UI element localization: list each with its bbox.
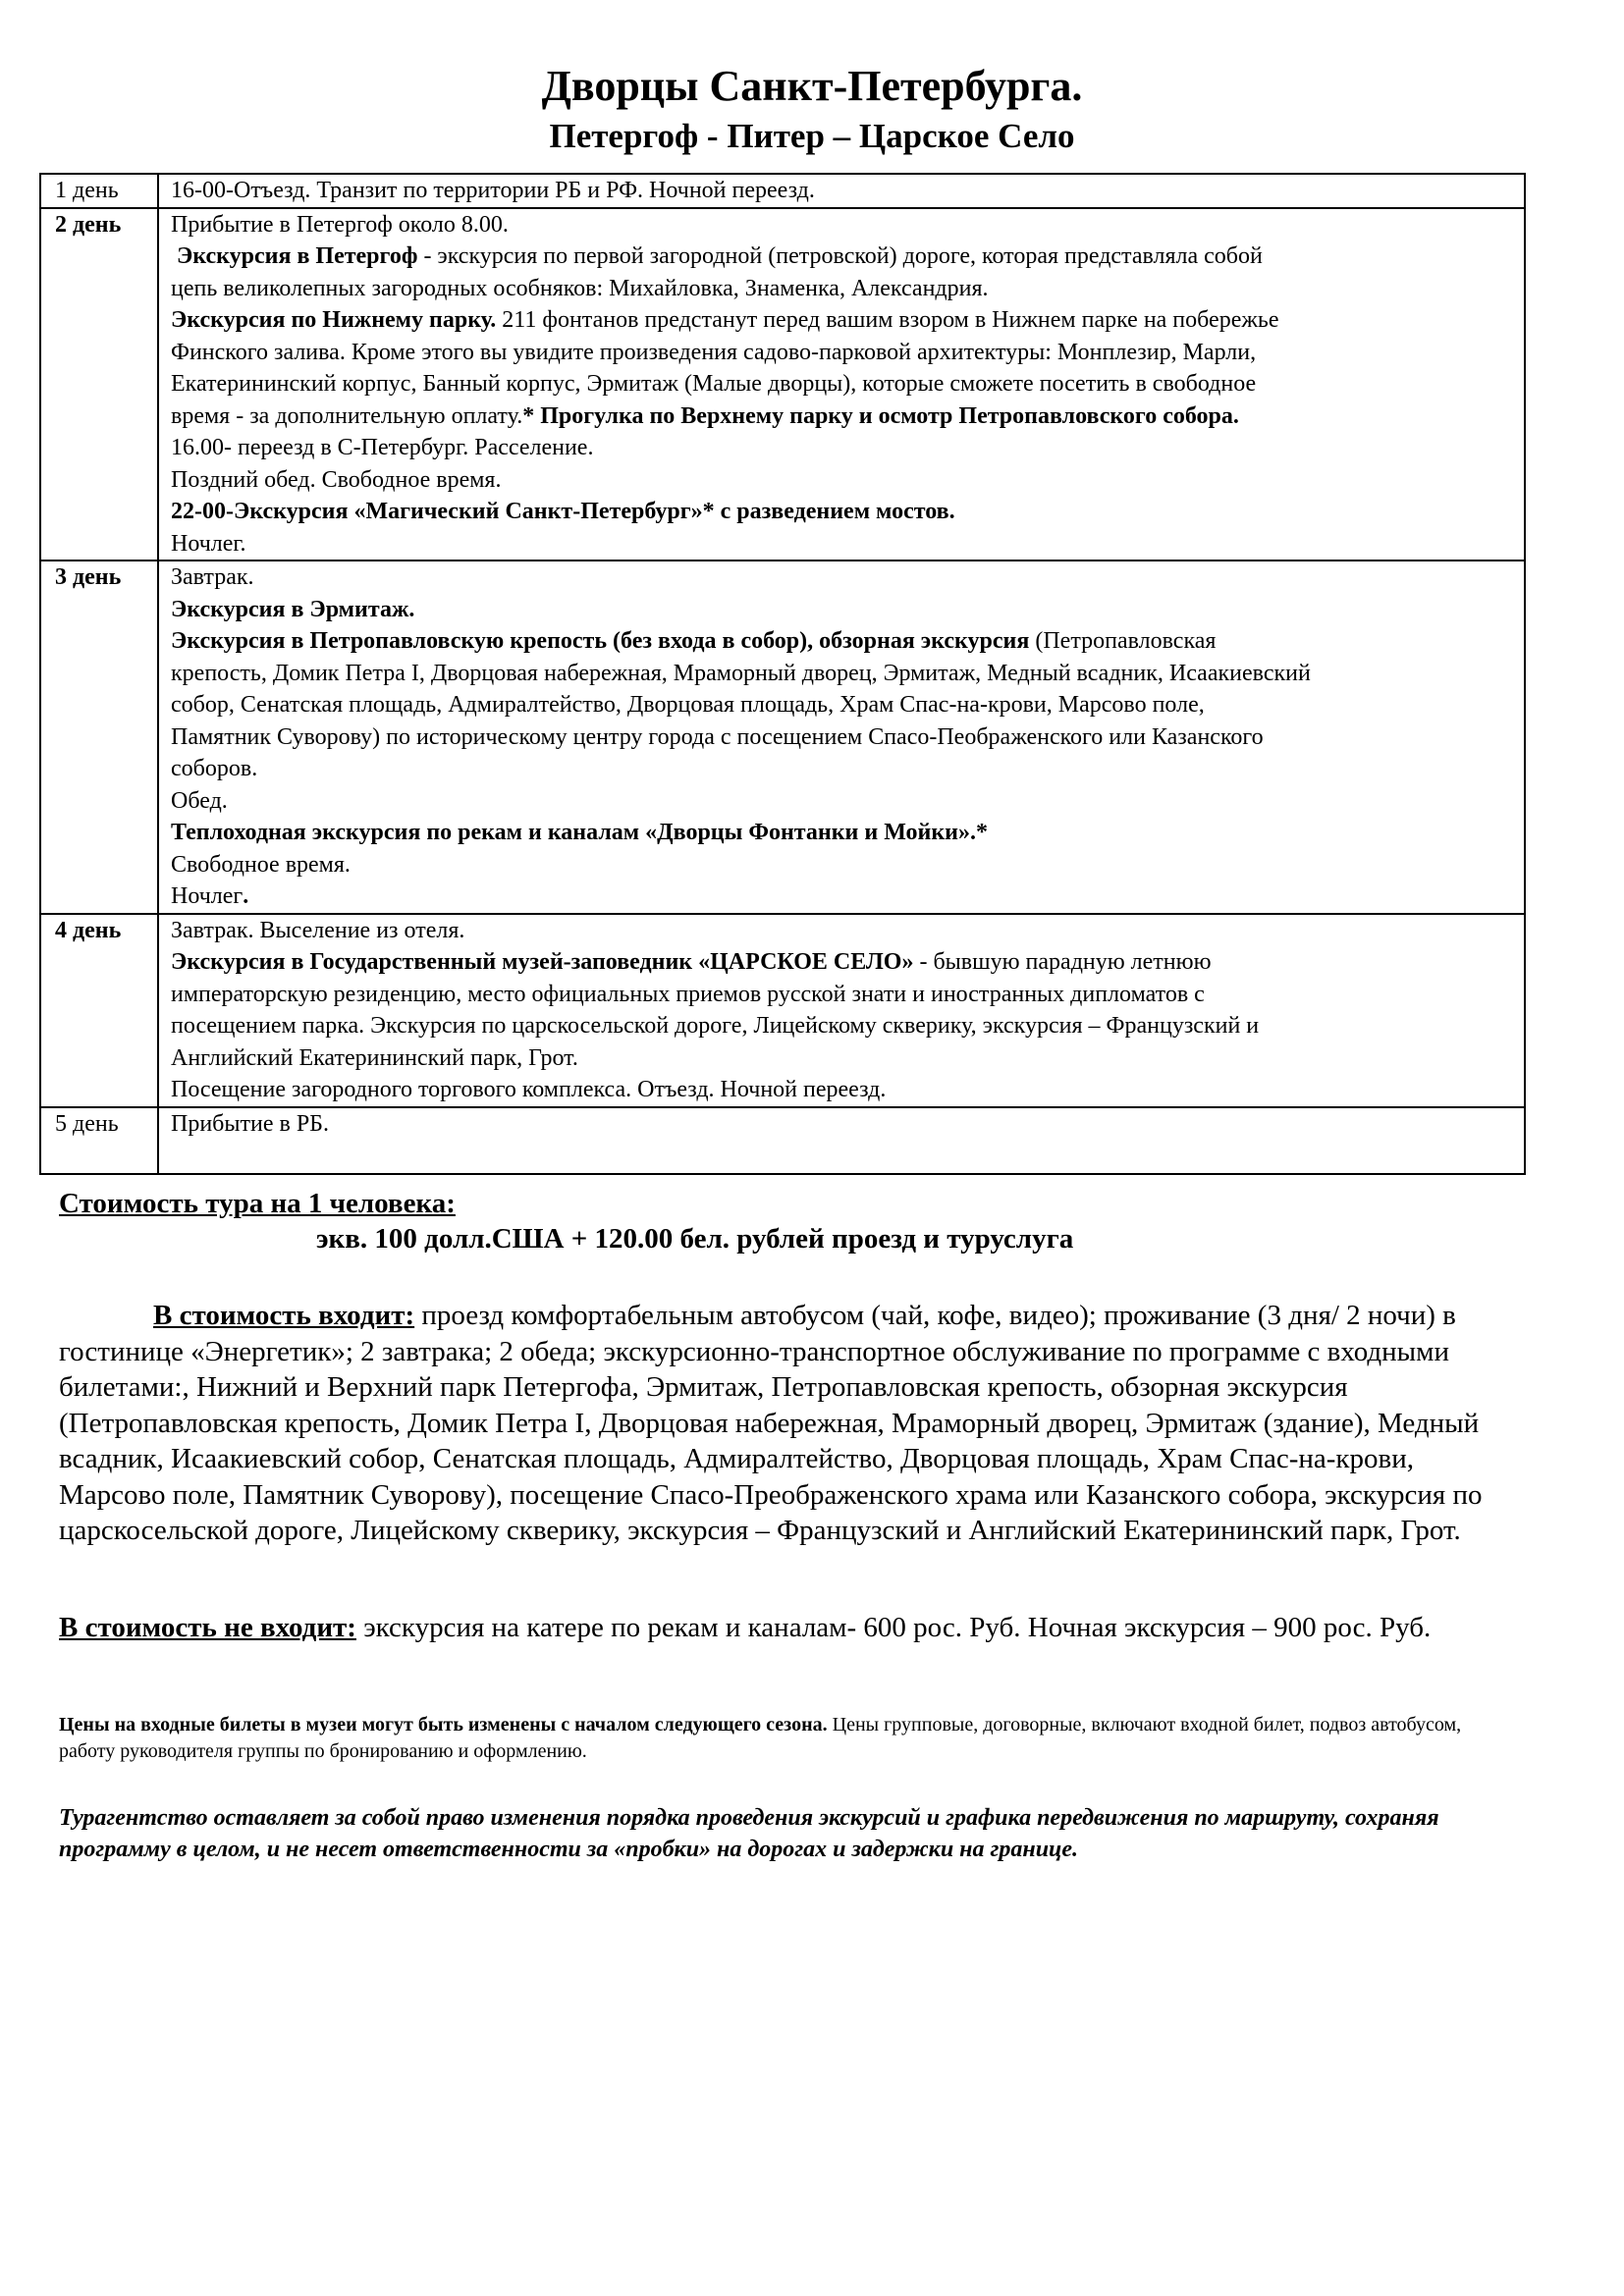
text-line: [171, 400, 1518, 433]
text-line: Завтрак.: [171, 564, 254, 590]
day-label: 3 день: [40, 561, 158, 914]
page-title: Дворцы Санкт-Петербурга.: [541, 62, 1083, 110]
text-line: крепость, Домик Петра I, Дворцовая набережная, Мраморный дворец, Эрмитаж, Медный всадник, Исаакиевский: [171, 660, 1311, 686]
not-included-text: экскурсия на катере по рекам и каналам- 600 рос. Руб. Ночная экскурсия – 900 рос. Руб.: [355, 1612, 1432, 1643]
text-line: 22-00-Экскурсия «Магический Санкт-Петербург»* с разведением мостов.: [171, 499, 955, 524]
day-description: [158, 1107, 1525, 1174]
text-line: цепь великолепных загородных особняков: Михайловка, Знаменка, Александрия.: [171, 275, 989, 301]
text-fragment: 211 фонтанов предстанут перед вашим взором в Нижнем парке на побережье: [496, 307, 1279, 333]
table-row: [40, 561, 1525, 914]
included-paragraph: [59, 1298, 1489, 1549]
day-label: 1 день: [40, 174, 158, 208]
disclaimer: Турагентство оставляет за собой право изменения порядка проведения экскурсий и графика передвижения по маршруту, сохраняя программу в целом, и не несет ответственности за «пробки» на дорогах и задержки на границе.: [59, 1805, 1439, 1862]
text-fragment: - бывшую парадную летнюю: [913, 949, 1212, 975]
text-line: собор, Сенатская площадь, Адмиралтейство, Дворцовая площадь, Храм Спас-на-крови, Марсово поле,: [171, 692, 1205, 718]
cost-value: экв. 100 долл.США + 120.00 бел. рублей проезд и туруслуга: [316, 1223, 1074, 1255]
day-description: [158, 174, 1525, 208]
text-line: Финского залива. Кроме этого вы увидите произведения садово-парковой архитектуры: Монплезир, Марли,: [171, 339, 1257, 365]
text-line: Прибытие в РБ.: [171, 1110, 329, 1137]
text-fragment: время - за дополнительную оплату.: [171, 402, 523, 429]
price-note-bold: Цены на входные билеты в музеи могут быть изменены с началом следующего сезона.: [59, 1714, 828, 1735]
text-line: [171, 881, 1518, 913]
text-line: Поздний обед. Свободное время.: [171, 466, 502, 493]
text-line: Обед.: [171, 787, 228, 814]
text-line: Экскурсия в Эрмитаж.: [171, 596, 415, 622]
page-subtitle: Петергоф - Питер – Царское Село: [549, 117, 1075, 155]
included-label: В стоимость входит:: [153, 1300, 415, 1331]
included-text: проезд комфортабельным автобусом (чай, кофе, видео); проживание (3 дня/ 2 ночи) в гостинице «Энергетик»; 2 завтрака; 2 обеда; экскурсионно-транспортное обслуживание по программе с входными билетами:, Нижний и Верхний парк Петергофа, Эрмитаж, Петропавловская крепость, обзорная экскурсия (Петропавловская крепость, Домик Петра I, Дворцовая набережная, Мраморный дворец, Эрмитаж (здание), Медный всадник, Исаакиевский собор, Сенатская площадь, Адмиралтейство, Дворцовая площадь, Храм Спас-на-крови, Марсово поле, Памятник Суворову), посещение Спасо-Преображенского храма или Казанского собора, экскурсия по царскосельской дороге, Лицейскому скверику, экскурсия – Французский и Английский Екатерининский парк, Грот.: [59, 1300, 1483, 1546]
excursion-title: * Прогулка по Верхнему парку и осмотр Петропавловского собора.: [522, 402, 1239, 429]
text-line: Английский Екатерининский парк, Грот.: [171, 1044, 578, 1071]
text-line: [171, 946, 1518, 979]
excursion-title: Экскурсия в Петропавловскую крепость (без входа в собор), обзорная экскурсия: [171, 628, 1030, 654]
text-line: императорскую резиденцию, место официальных приемов русской знати и иностранных дипломатов с: [171, 981, 1205, 1007]
text-line: соборов.: [171, 756, 258, 781]
cost-heading: Стоимость тура на 1 человека:: [59, 1188, 456, 1219]
price-note: [59, 1712, 1492, 1765]
text-line: Теплоходная экскурсия по рекам и каналам «Дворцы Фонтанки и Мойки».*: [171, 820, 989, 845]
text-line: Ночлег.: [171, 530, 246, 557]
excursion-title: Экскурсия по Нижнему парку.: [171, 307, 497, 333]
not-included-paragraph: [59, 1610, 1489, 1646]
text-line: [171, 240, 1518, 273]
table-row: [40, 174, 1525, 208]
table-row: [40, 1107, 1525, 1174]
table-row: [40, 208, 1525, 561]
day-description: [158, 914, 1525, 1107]
text-line: Памятник Суворову) по историческому центру города с посещением Спасо-Пеображенского или Казанского: [171, 723, 1264, 750]
text-line: 16.00- переезд в С-Петербург. Расселение.: [171, 435, 594, 460]
text-fragment: Ночлег: [171, 883, 244, 909]
cost-section: [59, 1186, 1532, 1256]
text-line: 16-00-Отъезд. Транзит по территории РБ и РФ. Ночной переезд.: [171, 178, 815, 203]
day-label: 5 день: [40, 1107, 158, 1174]
day-label: 2 день: [40, 208, 158, 561]
day-description: [158, 561, 1525, 914]
text-line: Свободное время.: [171, 851, 351, 878]
text-fragment: (Петропавловская: [1029, 628, 1217, 654]
price-note-text: Цены групповые, договорные, включают входной билет, подвоз автобусом, работу руководителя группы по бронированию и оформлению.: [59, 1714, 1462, 1762]
text-fragment: - экскурсия по первой загородной (петровской) дороге, которая представляла собой: [417, 243, 1263, 269]
not-included-label: В стоимость не входит:: [59, 1612, 356, 1643]
day-description: [158, 208, 1525, 561]
text-line: посещением парка. Экскурсия по царскосельской дороге, Лицейскому скверику, экскурсия – Французский и: [171, 1013, 1260, 1039]
text-line: [171, 304, 1518, 337]
table-row: [40, 914, 1525, 1107]
day-label: 4 день: [40, 914, 158, 1107]
text-line: Прибытие в Петергоф около 8.00.: [171, 211, 509, 238]
text-line: [171, 625, 1518, 658]
program-table: [39, 173, 1526, 1175]
text-line: Завтрак. Выселение из отеля.: [171, 917, 465, 943]
text-line: Посещение загородного торгового комплекса. Отъезд. Ночной переезд.: [171, 1077, 887, 1102]
excursion-title: Экскурсия в Государственный музей-заповедник «ЦАРСКОЕ СЕЛО»: [171, 949, 914, 975]
text-fragment: .: [243, 883, 249, 909]
text-line: Екатерининский корпус, Банный корпус, Эрмитаж (Малые дворцы), которые сможете посетить в свободное: [171, 371, 1257, 397]
excursion-title: Экскурсия в Петергоф: [177, 243, 418, 269]
